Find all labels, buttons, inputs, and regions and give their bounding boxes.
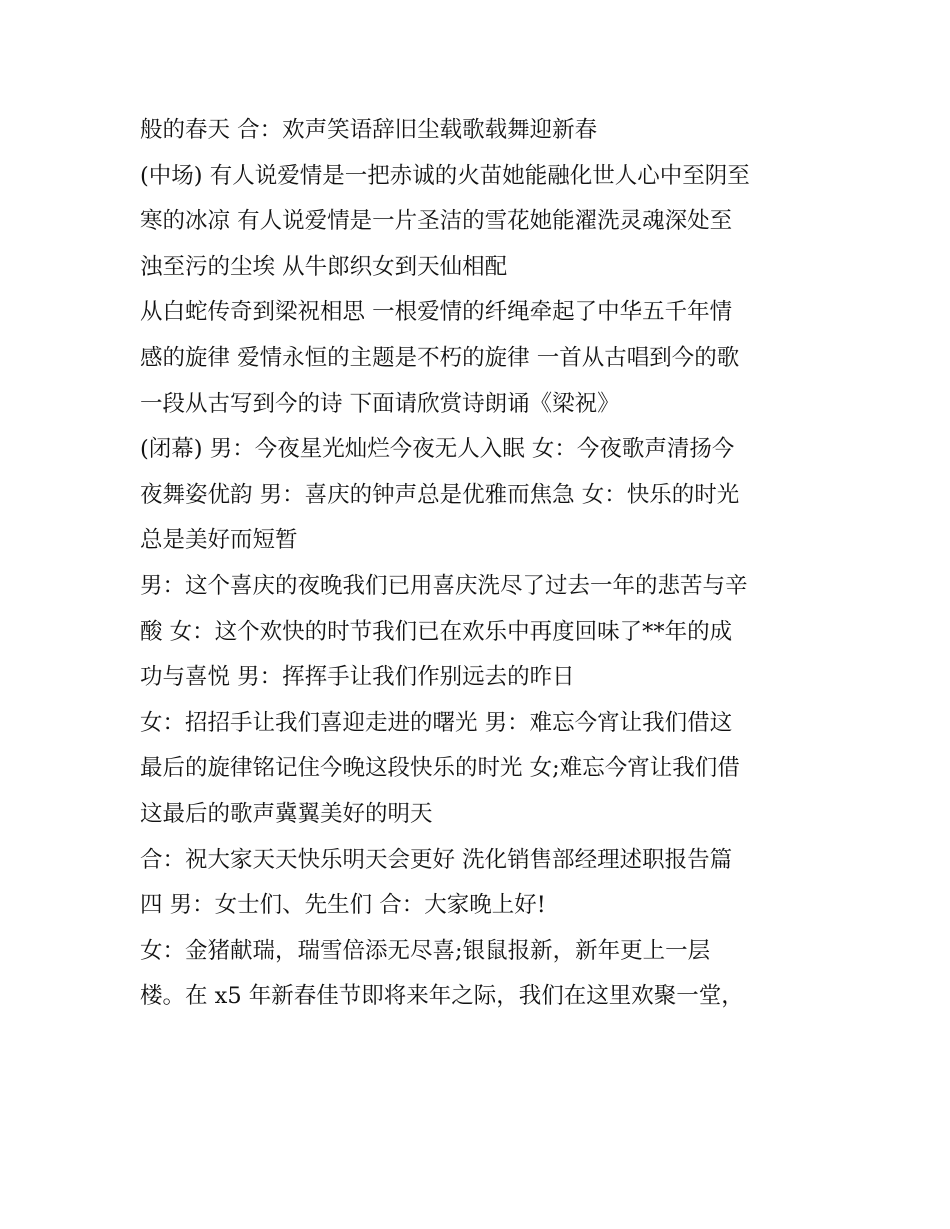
text-line: 女：招招手让我们喜迎走进的曙光 男：难忘今宵让我们借这 bbox=[140, 709, 733, 736]
text-line: 四 男：女士们、先生们 合：大家晚上好! bbox=[140, 892, 546, 919]
text-line: 楼。在 x5 年新春佳节即将来年之际，我们在这里欢聚一堂， bbox=[140, 983, 744, 1010]
text-line: 般的春天 合：欢声笑语辞旧尘载歌载舞迎新春 bbox=[140, 117, 598, 143]
text-line: 男：这个喜庆的夜晚我们已用喜庆洗尽了过去一年的悲苦与辛 bbox=[140, 572, 748, 599]
document-body bbox=[140, 108, 820, 1020]
text-line: 一段从古写到今的诗 下面请欣赏诗朗诵《梁祝》 bbox=[140, 390, 620, 417]
text-line: 夜舞姿优韵 男：喜庆的钟声总是优雅而焦急 女：快乐的时光 bbox=[140, 481, 740, 508]
text-line: 总是美好而短暂 bbox=[140, 527, 298, 554]
text-line: 浊至污的尘埃 从牛郎织女到天仙相配 bbox=[140, 253, 508, 280]
text-line: (闭幕) 男：今夜星光灿烂今夜无人入眠 女：今夜歌声清扬今 bbox=[140, 436, 735, 463]
text-line: 合：祝大家天天快乐明天会更好 洗化销售部经理述职报告篇 bbox=[140, 846, 733, 873]
text-line: 寒的冰凉 有人说爱情是一片圣洁的雪花她能濯洗灵魂深处至 bbox=[140, 208, 733, 235]
text-line: 感的旋律 爱情永恒的主题是不朽的旋律 一首从古唱到今的歌 bbox=[140, 344, 740, 371]
text-line: 功与喜悦 男：挥挥手让我们作别远去的昨日 bbox=[140, 664, 575, 691]
text-line: 女：金猪献瑞，瑞雪倍添无尽喜;银鼠报新，新年更上一层 bbox=[140, 937, 711, 964]
text-line: 从白蛇传奇到梁祝相思 一根爱情的纤绳牵起了中华五千年情 bbox=[140, 299, 733, 326]
text-line: 酸 女：这个欢快的时节我们已在欢乐中再度回味了**年的成 bbox=[140, 618, 733, 645]
text-line: (中场) 有人说爱情是一把赤诚的火苗她能融化世人心中至阴至 bbox=[140, 162, 750, 189]
text-line: 最后的旋律铭记住今晚这段快乐的时光 女;难忘今宵让我们借 bbox=[140, 755, 740, 782]
text-line: 这最后的歌声冀翼美好的明天 bbox=[140, 800, 433, 827]
